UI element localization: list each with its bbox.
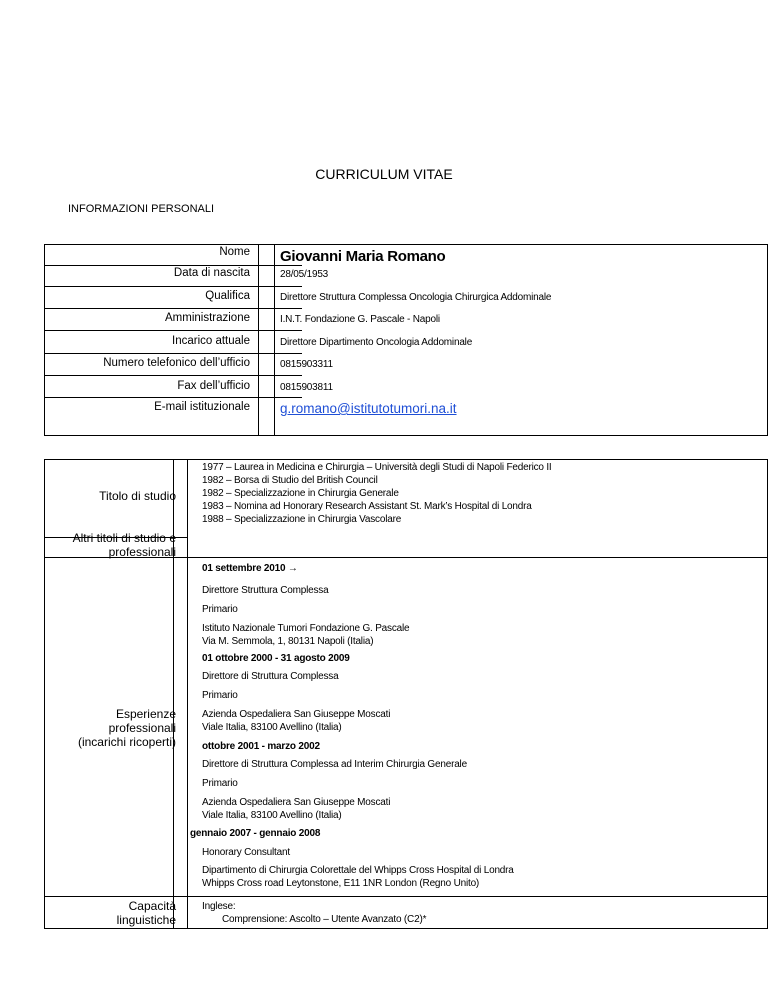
experience-address: Whipps Cross road Leytonstone, E11 1NR London (Regno Unito) xyxy=(202,878,480,889)
experience-role: Direttore di Struttura Complessa xyxy=(202,671,339,682)
experience-address: Viale Italia, 83100 Avellino (Italia) xyxy=(202,810,342,821)
birthdate-label: Data di nascita xyxy=(173,267,250,279)
row-divider xyxy=(44,330,302,331)
titolo-line: 1988 – Specializzazione in Chirurgia Vascolare xyxy=(202,514,402,525)
incarico-value: Direttore Dipartimento Oncologia Addominale xyxy=(280,337,473,348)
amministrazione-label: Amministrazione xyxy=(165,312,250,324)
birthdate-value: 28/05/1953 xyxy=(280,269,329,280)
experience-address: Via M. Semmola, 1, 80131 Napoli (Italia) xyxy=(202,636,374,647)
row-divider xyxy=(44,397,302,398)
fax-value: 0815903811 xyxy=(280,382,333,393)
experience-period: gennaio 2007 - gennaio 2008 xyxy=(190,828,321,839)
page-title: CURRICULUM VITAE xyxy=(315,166,453,182)
experience-period: 01 settembre 2010 → xyxy=(202,563,298,574)
altri-titoli-label-2: professionali xyxy=(108,545,176,559)
language-name: Inglese: xyxy=(202,901,236,912)
esperienze-label-3: (incarichi ricoperti) xyxy=(77,735,176,749)
titolo-line: 1977 – Laurea in Medicina e Chirurgia – Università degli Studi di Napoli Federico II xyxy=(202,462,552,473)
fax-label: Fax dell’ufficio xyxy=(177,380,250,392)
column-divider xyxy=(173,459,174,929)
experience-level: Primario xyxy=(202,778,238,789)
personal-info-table xyxy=(44,244,768,436)
lingue-label-1: Capacità xyxy=(128,899,176,913)
experience-period: ottobre 2001 - marzo 2002 xyxy=(202,741,320,752)
experience-org: Azienda Ospedaliera San Giuseppe Moscati xyxy=(202,797,391,808)
email-label: E-mail istituzionale xyxy=(154,401,250,413)
column-divider xyxy=(187,459,188,929)
column-divider xyxy=(258,244,259,436)
experience-level: Primario xyxy=(202,604,238,615)
incarico-label: Incarico attuale xyxy=(172,335,250,347)
column-divider xyxy=(274,244,275,436)
name-value: Giovanni Maria Romano xyxy=(280,248,446,265)
experience-org: Azienda Ospedaliera San Giuseppe Moscati xyxy=(202,709,391,720)
row-divider xyxy=(44,375,302,376)
titolo-line: 1982 – Borsa di Studio del British Council xyxy=(202,475,378,486)
experience-level: Primario xyxy=(202,690,238,701)
section-heading: INFORMAZIONI PERSONALI xyxy=(68,203,215,215)
experience-role: Direttore Struttura Complessa xyxy=(202,585,329,596)
titolo-studio-label: Titolo di studio xyxy=(99,489,176,503)
qualifica-value: Direttore Struttura Complessa Oncologia Chirurgica Addominale xyxy=(280,292,552,303)
table-border xyxy=(44,459,768,929)
row-divider xyxy=(44,353,302,354)
titolo-line: 1982 – Specializzazione in Chirurgia Generale xyxy=(202,488,399,499)
esperienze-label-2: professionali xyxy=(108,721,176,735)
experience-period: 01 ottobre 2000 - 31 agosto 2009 xyxy=(202,653,350,664)
amministrazione-value: I.N.T. Fondazione G. Pascale - Napoli xyxy=(280,314,440,325)
language-level: Comprensione: Ascolto – Utente Avanzato (C2)* xyxy=(222,914,427,925)
cv-details-table xyxy=(44,459,768,954)
experience-org: Istituto Nazionale Tumori Fondazione G. Pascale xyxy=(202,623,410,634)
qualifica-label: Qualifica xyxy=(205,290,250,302)
titolo-line: 1983 – Nomina ad Honorary Research Assistant St. Mark’s Hospital di Londra xyxy=(202,501,532,512)
name-label: Nome xyxy=(219,246,250,258)
esperienze-label-1: Esperienze xyxy=(115,707,176,721)
experience-org: Dipartimento di Chirurgia Colorettale del Whipps Cross Hospital di Londra xyxy=(202,865,514,876)
phone-value: 0815903311 xyxy=(280,359,333,370)
email-link[interactable]: g.romano@istitutotumori.na.it xyxy=(280,401,457,416)
phone-label: Numero telefonico dell’ufficio xyxy=(103,357,250,369)
altri-titoli-label-1: Altri titoli di studio e xyxy=(72,531,176,545)
row-divider xyxy=(44,308,302,309)
lingue-label-2: linguistiche xyxy=(116,913,176,927)
experience-address: Viale Italia, 83100 Avellino (Italia) xyxy=(202,722,342,733)
row-divider xyxy=(44,286,302,287)
row-divider xyxy=(44,896,768,897)
experience-role: Honorary Consultant xyxy=(202,847,290,858)
row-divider xyxy=(44,265,302,266)
experience-role: Direttore di Struttura Complessa ad Interim Chirurgia Generale xyxy=(202,759,467,770)
